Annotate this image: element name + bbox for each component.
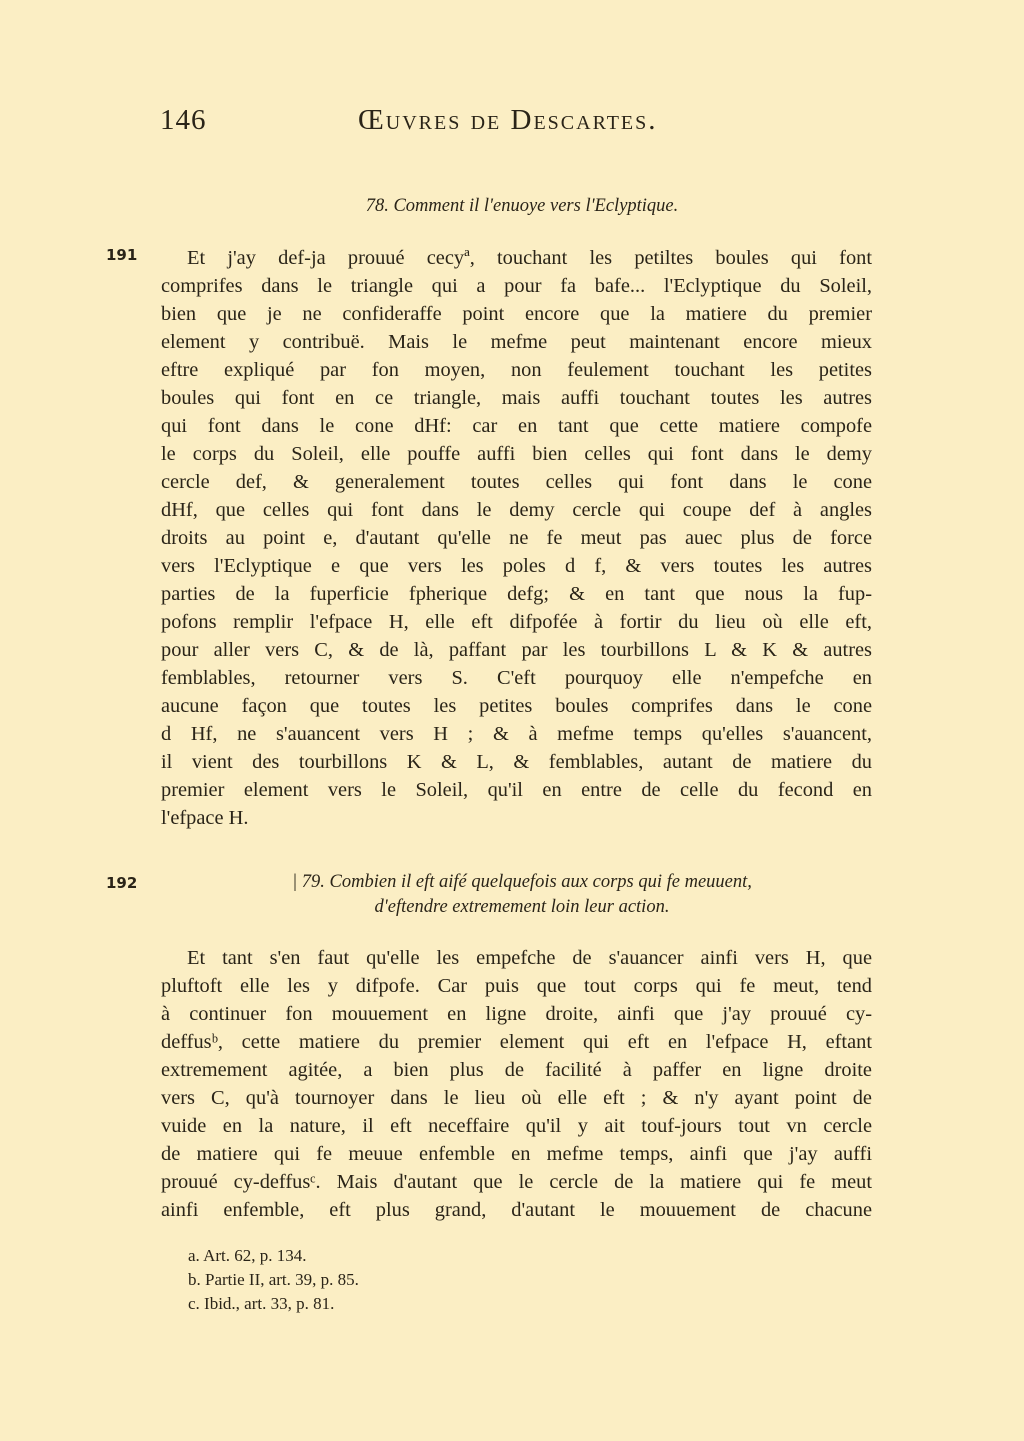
text-line: vers l'Eclyptique e que vers les poles d f, & vers toutes les autres xyxy=(161,555,872,577)
text-line: comprifes dans le triangle qui a pour fa bafe... l'Eclyptique du Soleil, xyxy=(161,275,872,297)
footnote: c. Ibid., art. 33, p. 81. xyxy=(188,1294,335,1313)
article-79-heading xyxy=(160,870,884,920)
footnotes xyxy=(188,1244,359,1316)
text-line: il vient des tourbillons K & L, & femblables, autant de matiere du xyxy=(161,751,872,773)
text-line: vuide en la nature, il eft neceffaire qu'il y ait touf-jours tout vn cercle xyxy=(161,1115,872,1137)
article-78-paragraph xyxy=(161,244,872,832)
text-line: Et tant s'en faut qu'elle les empefche de s'auancer ainfi vers H, que xyxy=(187,947,872,969)
text-line: femblables, retourner vers S. C'eft pourquoy elle n'empefche en xyxy=(161,667,872,689)
article-78-heading: 78. Comment il l'enuoye vers l'Eclyptique. xyxy=(365,196,679,216)
text-line: pluftoft elle les y difpofe. Car puis que tout corps qui fe meut, tend xyxy=(161,975,872,997)
text-line: pour aller vers C, & de là, paffant par les tourbillons L & K & autres xyxy=(161,639,872,661)
text-line: boules qui font en ce triangle, mais auffi touchant toutes les autres xyxy=(161,387,872,409)
text-line: dHf, que celles qui font dans le demy cercle qui coupe def à angles xyxy=(161,499,872,521)
text-line: vers C, qu'à tournoyer dans le lieu où elle eft ; & n'y ayant point de xyxy=(161,1087,872,1109)
text-line: de matiere qui fe meuue enfemble en mefme temps, ainfi que j'ay auffi xyxy=(161,1143,872,1165)
text-line: parties de la fuperficie fpherique defg; & en tant que nous la fup- xyxy=(161,583,872,605)
page-header xyxy=(160,104,880,144)
text-line: deffusᵇ, cette matiere du premier element qui eft en l'efpace H, eftant xyxy=(161,1031,872,1053)
text-line: Et j'ay def-ja prouué cecyª, touchant les petiltes boules qui font xyxy=(187,247,872,269)
text-line: prouué cy-deffusᶜ. Mais d'autant que le cercle de la matiere qui fe meut xyxy=(161,1171,872,1193)
text-line: pofons remplir l'efpace H, elle eft difpofée à fortir du lieu où elle eft, xyxy=(161,611,872,633)
article-79-heading-line-1: | 79. Combien il eft aifé quelquefois aux corps qui fe meuuent, xyxy=(292,872,752,892)
text-line: ainfi enfemble, eft plus grand, d'autant le mouuement de chacune xyxy=(161,1199,872,1221)
text-line: droits au point e, d'autant qu'elle ne fe meut pas auec plus de force xyxy=(161,527,872,549)
text-line: d Hf, ne s'auancent vers H ; & à mefme temps qu'elles s'auancent, xyxy=(161,723,872,745)
margin-number-192: 192 xyxy=(106,874,138,892)
text-line: element y contribuë. Mais le mefme peut maintenant encore mieux xyxy=(161,331,872,353)
running-title: Œuvres de Descartes. xyxy=(358,104,658,136)
text-line: cercle def, & generalement toutes celles qui font dans le cone xyxy=(161,471,872,493)
article-79-paragraph xyxy=(161,944,872,1224)
text-line: l'efpace H. xyxy=(161,807,249,829)
text-line: bien que je ne confideraffe point encore que la matiere du premier xyxy=(161,303,872,325)
article-79-heading-line-2: d'eftendre extremement loin leur action. xyxy=(374,897,670,917)
page-number: 146 xyxy=(160,104,207,136)
footnote: a. Art. 62, p. 134. xyxy=(188,1246,307,1265)
text-line: qui font dans le cone dHf: car en tant que cette matiere compofe xyxy=(161,415,872,437)
margin-number-191: 191 xyxy=(106,246,138,264)
footnote: b. Partie II, art. 39, p. 85. xyxy=(188,1270,359,1289)
text-line: le corps du Soleil, elle pouffe auffi bien celles qui font dans le demy xyxy=(161,443,872,465)
text-line: aucune façon que toutes les petites boules comprifes dans le cone xyxy=(161,695,872,717)
text-line: eftre expliqué par fon moyen, non feulement touchant les petites xyxy=(161,359,872,381)
text-line: extremement agitée, a bien plus de facilité à paffer en ligne droite xyxy=(161,1059,872,1081)
text-line: à continuer fon mouuement en ligne droite, ainfi que j'ay prouué cy- xyxy=(161,1003,872,1025)
text-line: premier element vers le Soleil, qu'il en entre de celle du fecond en xyxy=(161,779,872,801)
